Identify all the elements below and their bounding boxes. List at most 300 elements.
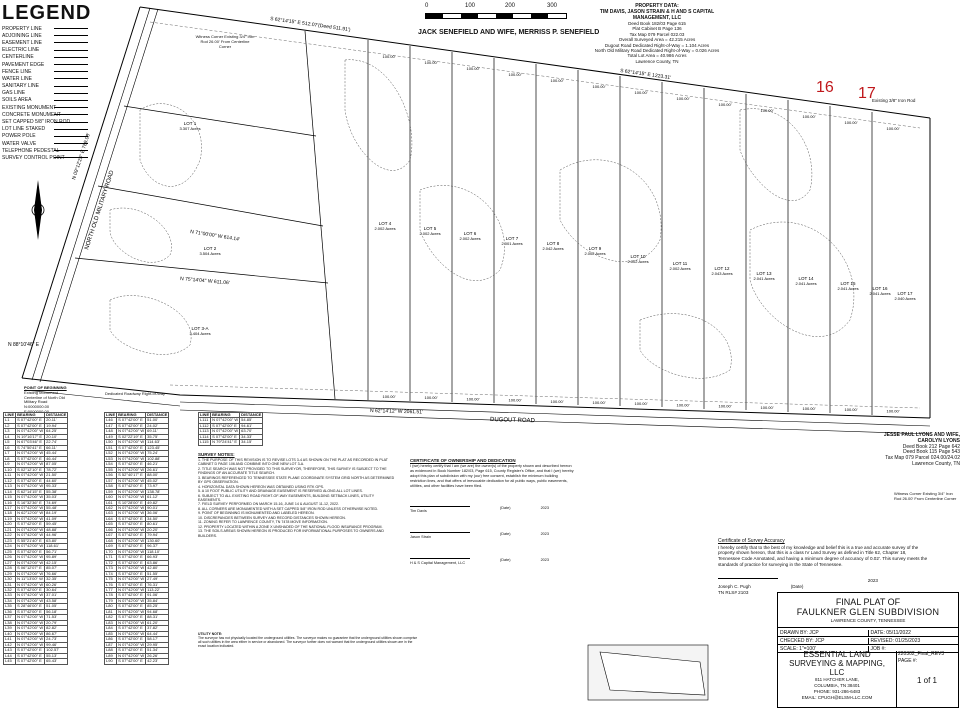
company-phone: PHONE: 931-286-6483	[813, 689, 861, 695]
table-cell: L27	[4, 560, 16, 565]
table-cell: S 16°32'36" E	[16, 500, 45, 505]
table-cell: L82	[105, 615, 117, 620]
table-cell: N 07°42'00" W	[17, 592, 44, 598]
table-cell: N 67°03'46" E	[16, 440, 45, 445]
table-cell: 26.26'	[146, 653, 169, 658]
property-data-heading: PROPERTY DATA:	[635, 3, 679, 9]
table-cell: L22	[4, 533, 16, 538]
setback-line	[170, 385, 920, 408]
owner-name: H & S Capital Management, LLC	[410, 561, 466, 566]
table-cell: L65	[105, 522, 117, 527]
table-cell: L16	[4, 500, 16, 505]
table-cell: L59	[105, 489, 117, 494]
legend-title: LEGEND	[2, 2, 92, 24]
table-cell: S 07°42'00" E	[117, 533, 146, 538]
property-data-line: Plat Cabinet B Page 136	[632, 26, 682, 32]
table-cell: N 07°42'00" W	[17, 428, 44, 434]
legend-label: GAS LINE	[2, 90, 26, 97]
owner-sig-year: 2023	[540, 506, 550, 511]
frontage-label: 100.00'	[550, 398, 564, 404]
frontage-label: 100.00'	[634, 401, 648, 407]
utility-note-heading: UTILITY NOTE:	[198, 632, 223, 636]
property-data-line: Total Lot Area = 40.986 Acres	[627, 53, 687, 59]
table-cell: N 07°42'00" W	[118, 439, 145, 445]
property-data-line: Dugout Road Dedicated Right-of-Way = 1.104 Acres	[604, 42, 710, 48]
adjoiner-east-line: Deed Book 212 Page 642	[902, 443, 960, 450]
frontage-label: 100.00'	[508, 72, 522, 77]
table-cell: N 07°42'00" W	[17, 570, 44, 576]
table-cell: 94.61'	[240, 423, 263, 428]
boundary-west	[22, 7, 140, 378]
table-header-cell: LINE	[5, 412, 15, 417]
scale-label: 300	[547, 3, 558, 9]
table-cell: S 07°42'00" E	[117, 626, 146, 631]
table-cell: L85	[105, 631, 117, 636]
lot-number: LOT 17	[897, 291, 913, 296]
table-cell: S 07°42'00" E	[16, 549, 45, 554]
table-cell: L6	[4, 445, 16, 450]
table-cell: S 07°42'00" E	[16, 648, 45, 653]
legend-label: WATER LINE	[2, 75, 33, 82]
owner-name: Tim Davis	[410, 509, 427, 514]
lot-number: LOT 16	[872, 286, 888, 291]
survey-note: 12. PROPERTY LOCATED WITHIN A ZONE X UNSHADED OF THE NATIONAL FLOOD INSURANCE PROGRAM.	[198, 524, 383, 529]
table-cell: N 07°42'00" W	[118, 652, 145, 658]
lot-line	[98, 186, 323, 226]
legend-label: PROPERTY LINE	[2, 25, 42, 32]
frontage-label: 100.00'	[592, 84, 606, 89]
table-cell: 95.89'	[45, 555, 68, 560]
table-cell: 76.31'	[146, 582, 169, 587]
table-cell: N 07°42'00" W	[118, 428, 145, 434]
legend-label: PAVEMENT EDGE	[2, 61, 45, 68]
revised: REVISED: 01/25/2023	[868, 638, 959, 644]
table-cell: N 07°42'00" W	[17, 554, 44, 560]
property-data-line: Lawrence County, TN	[635, 58, 679, 64]
road-edge	[32, 8, 150, 380]
lot-line	[124, 106, 316, 136]
lot-area: 3.404 Acres	[189, 331, 211, 336]
subdivision-name: FAULKNER GLEN SUBDIVISION	[796, 607, 940, 617]
table-cell: L20	[4, 522, 16, 527]
title-block	[777, 592, 959, 708]
table-cell: 69.11'	[146, 429, 169, 434]
table-cell: 56.71'	[45, 549, 68, 554]
table-cell: 96.37'	[146, 544, 169, 549]
table-cell: L73	[105, 566, 117, 571]
table-cell: 85.07'	[45, 566, 68, 571]
legend-label: POWER POLE	[2, 133, 36, 140]
legend-label: ADJOINING LINE	[2, 32, 42, 39]
survey-note: 5. A 10 FOOT PUBLIC UTILITY AND DRAINAGE EASEMENT IS RESERVED ALONG ALL LOT LINES.	[198, 489, 363, 494]
table-cell: S 07°42'00" E	[16, 659, 45, 664]
frontage-label: 100.00'	[466, 396, 480, 402]
table-cell: S 02°12'10" E	[16, 467, 45, 472]
table-cell: L57	[105, 478, 117, 483]
table-cell: L40	[4, 631, 16, 636]
table-cell: L70	[105, 549, 117, 554]
table-cell: 41.09'	[45, 516, 68, 521]
owner-signature-block	[410, 520, 575, 540]
table-cell: N 07°42'00" W	[118, 526, 145, 532]
table-cell: 66.93'	[146, 555, 169, 560]
dugout-road-edge	[180, 402, 930, 426]
soils-area	[345, 60, 412, 171]
line-table-2	[104, 412, 169, 665]
lot-number: LOT 13	[756, 271, 772, 276]
table-cell: 90.01'	[146, 505, 169, 510]
utility-note-text: The surveyor has not physically located the underground utilities. The surveyor makes no guarantee that the underground utilities shown comprise all such utilities in the area either in service or abandoned. The surveyor further does not warrant that the underground utilities shown are in the exact location indicated.	[198, 636, 418, 649]
lot-number: LOT 11	[672, 261, 688, 266]
frontage-label: 100.00'	[382, 394, 396, 399]
table-cell: L3	[4, 429, 16, 434]
table-cell: 138.78'	[146, 489, 169, 494]
point-of-beginning	[24, 386, 94, 415]
table-cell: L43	[4, 648, 16, 653]
signature-line	[410, 558, 470, 559]
table-cell: L38	[4, 620, 16, 625]
table-cell: L88	[105, 648, 117, 653]
table-cell: L39	[4, 626, 16, 631]
survey-note: 11. ZONING REFER TO LAWRENCE COUNTY, TN 7478 MOVE INFORMATION.	[198, 520, 328, 525]
table-cell: 26.61'	[146, 467, 169, 472]
table-cell: L66	[105, 527, 117, 532]
table-cell: L111	[199, 418, 211, 423]
bearing-label: N 71°00'00" W 614.14'	[189, 229, 241, 243]
checked-by: CHECKED BY: JCP	[780, 637, 825, 644]
surveyor-name: Joseph C. Pugh	[718, 584, 751, 590]
table-cell: N 07°42'00" W	[17, 450, 44, 456]
table-cell: 55.48'	[45, 505, 68, 510]
table-cell: S 06°12'07" E	[16, 566, 45, 571]
frontage-label: 100.00'	[844, 407, 858, 413]
table-cell: N 07°42'00" W	[17, 504, 44, 510]
table-cell: L30	[4, 577, 16, 582]
legend-label: SURVEY CONTROL POINT	[2, 154, 65, 161]
table-header-cell: LINE	[200, 412, 210, 417]
table-row	[199, 440, 263, 445]
lot-area: 2.001 Acres	[501, 241, 523, 246]
table-cell: 118.61'	[45, 544, 68, 549]
soils-area	[560, 160, 661, 262]
company-name-2: SURVEYING & MAPPING,	[789, 658, 885, 668]
table-cell: N 07°42'00" W	[17, 543, 44, 549]
frontage-label: 100.00'	[424, 60, 438, 65]
lot-area: 3.504 Acres	[199, 251, 221, 256]
cert-acc-text: I hereby certify that to the best of my knowledge and belief this is a true and accurate survey of the property shown hereon, that this is a class IV Land Survey as defined in Title 62, Chapter 18, Tennessee Code Annotated, and having a minimum degree of accuracy of 0.02'. This survey meets the standards of practice for surveying in the State of Tennessee.	[718, 544, 928, 568]
table-cell: S 07°42'00" E	[117, 418, 146, 423]
table-cell: S 07°42'00" E	[211, 434, 240, 439]
table-cell: 30.64'	[45, 588, 68, 593]
utility-note	[198, 632, 418, 648]
table-cell: N 07°42'00" W	[17, 597, 44, 603]
table-cell: L55	[105, 467, 117, 472]
owner-sig-year: 2023	[540, 558, 550, 563]
lot-area: 2.002 Acres	[627, 259, 649, 264]
table-cell: 113.22'	[146, 588, 169, 593]
table-cell: N 07°42'00" W	[17, 641, 44, 647]
table-cell: L79	[105, 598, 117, 603]
lot-line	[305, 31, 335, 399]
scale-label: 100	[465, 3, 476, 9]
table-cell: S 07°42'00" E	[117, 445, 146, 450]
table-cell: S 07°42'00" E	[117, 637, 146, 642]
table-cell: L42	[4, 642, 16, 647]
table-cell: L87	[105, 642, 117, 647]
table-cell: N 07°42'00" W	[118, 455, 145, 461]
legend-label: TELEPHONE PEDESTAL	[2, 147, 60, 154]
page-label: PAGE #:	[898, 657, 918, 664]
table-cell: N 07°42'00" W	[17, 581, 44, 587]
lot-area: 2.040 Acres	[894, 296, 916, 301]
owner-sig-date: (Date)	[500, 532, 511, 537]
table-cell: 51.34'	[146, 648, 169, 653]
north-arrow-icon	[32, 180, 44, 240]
frontage-label: 100.00'	[760, 108, 774, 113]
table-cell: L24	[4, 544, 16, 549]
table-cell: L25	[4, 549, 16, 554]
table-cell: N 07°42'00" W	[17, 625, 44, 631]
table-header-cell: BEARING	[211, 413, 240, 418]
boundary-north	[140, 7, 930, 118]
lot-number-highlight: 17	[858, 85, 876, 102]
table-cell: N 07°42'00" W	[118, 597, 145, 603]
adjoiner-east-line: Lawrence County, TN	[912, 460, 960, 467]
lot-area: 3.307 Acres	[179, 126, 201, 131]
table-cell: N 07°42'00" W	[118, 494, 145, 500]
table-cell: N 07°42'00" W	[17, 630, 44, 636]
table-cell: S 07°42'00" E	[117, 582, 146, 587]
table-cell: L31	[4, 582, 16, 587]
job-number: 220302_Final_REV3	[898, 651, 945, 657]
lot-number-highlight: 16	[816, 79, 834, 96]
table-cell: S 28°46'00" E	[16, 604, 45, 609]
table-cell: 63.80'	[45, 538, 68, 543]
table-cell: L5	[4, 440, 16, 445]
table-cell: L112	[199, 423, 211, 428]
table-cell: 64.44'	[146, 631, 169, 636]
table-cell: 59.45'	[45, 522, 68, 527]
property-data-line: Tax Map 079 Parcel 022.03	[629, 31, 685, 37]
table-cell: S 07°42'00" E	[117, 522, 146, 527]
table-cell: 36.06'	[146, 511, 169, 516]
table-cell: N 07°42'00" W	[118, 477, 145, 483]
survey-notes	[198, 452, 398, 538]
table-cell: 63.86'	[146, 560, 169, 565]
soils-area	[110, 296, 191, 355]
table-cell: L51	[105, 445, 117, 450]
table-cell: L7	[4, 451, 16, 456]
table-cell: L75	[105, 577, 117, 582]
table-cell: S 07°42'00" E	[117, 484, 146, 489]
table-cell: L84	[105, 626, 117, 631]
table-cell: N 07°42'00" W	[212, 428, 239, 434]
frontage-label: 100.00'	[466, 66, 480, 71]
table-cell: L53	[105, 456, 117, 461]
table-cell: 20.20'	[146, 527, 169, 532]
table-cell: L89	[105, 653, 117, 658]
table-cell: N 07°42'00" W	[118, 504, 145, 510]
table-cell: 71.53'	[45, 615, 68, 620]
table-cell: L35	[4, 604, 16, 609]
legend-label: SET CAPPED 5/8" IRON ROD	[2, 119, 71, 126]
table-cell: 27.49'	[146, 577, 169, 582]
table-cell: 24.02'	[146, 423, 169, 428]
signature-slot	[410, 494, 470, 514]
table-cell: S 07°42'00" E	[117, 593, 146, 598]
table-cell: L52	[105, 451, 117, 456]
table-cell: N 07°42'00" W	[17, 619, 44, 625]
lot-number: LOT 6	[463, 231, 477, 236]
table-cell: S 07°42'00" E	[211, 423, 240, 428]
table-cell: N 07°42'00" W	[118, 537, 145, 543]
owner-certificate	[410, 458, 575, 566]
table-cell: 55.38'	[45, 489, 68, 494]
table-cell: L76	[105, 582, 117, 587]
adjoiner-north: JACK SENEFIELD AND WIFE, MERRISS P. SENEFIELD	[418, 29, 600, 36]
legend-label: WATER VALVE	[2, 140, 37, 147]
table-cell: L41	[4, 637, 16, 642]
bearing-label: S 62°14'15" E 512.07'(Deed 511.91')	[269, 16, 351, 34]
table-cell: L29	[4, 571, 16, 576]
table-cell: N 07°42'00" W	[212, 417, 239, 423]
table-cell: L58	[105, 484, 117, 489]
pob-line: Existing Monument	[24, 389, 59, 395]
table-cell: L86	[105, 637, 117, 642]
owner-sig-date: (Date)	[500, 558, 511, 563]
table-cell: 78.72'	[45, 467, 68, 472]
table-cell: N 79°24'41" E	[211, 440, 240, 445]
survey-note: 9. POINT OF BEGINNING IS MONUMENTED AND LABELED HEREON.	[198, 511, 315, 516]
lot-number: LOT 4	[378, 221, 392, 226]
table-cell: L54	[105, 462, 117, 467]
table-cell: 49.82'	[146, 500, 169, 505]
table-cell: 43.58'	[45, 598, 68, 603]
table-cell: S 07°42'00" E	[117, 571, 146, 576]
table-cell: L113	[199, 429, 211, 434]
company-name-3: LLC	[829, 667, 845, 677]
table-cell: L46	[105, 418, 117, 423]
lot-number: LOT 15	[840, 281, 856, 286]
frontage-label: 100.00'	[802, 114, 816, 119]
table-cell: N 07°42'00" W	[17, 559, 44, 565]
table-cell: L10	[4, 467, 16, 472]
company-block	[778, 651, 897, 707]
table-header-cell: DISTANCE	[46, 412, 67, 417]
table-cell: 19.94'	[45, 423, 68, 428]
table-cell: N 07°42'00" W	[118, 641, 145, 647]
table-cell: 94.68'	[146, 609, 169, 614]
table-cell: 35.84'	[146, 598, 169, 603]
legend-label: SANITARY LINE	[2, 83, 39, 90]
soils-area	[110, 208, 172, 262]
table-cell: 20.10'	[45, 434, 68, 439]
table-cell: 76.66'	[45, 571, 68, 576]
table-cell: L81	[105, 609, 117, 614]
table-cell: S 07°42'00" E	[117, 560, 146, 565]
frontage-label: 100.00'	[592, 400, 606, 405]
table-cell: L83	[105, 620, 117, 625]
frontage-label: 100.00'	[718, 102, 732, 107]
cert-acc-heading: Certificate of Survey Accuracy	[718, 538, 785, 544]
witness-corner-top: Witness Corner Existing 3/4" Iron Rod 26.00' From Centerline Corner	[195, 34, 255, 49]
table-row	[105, 659, 169, 664]
lot-number: LOT 9	[588, 246, 602, 251]
table-cell: 56.18'	[45, 609, 68, 614]
company-address-2: COLUMBIA, TN 38401	[814, 683, 860, 689]
table-cell: S 62°14'15" E	[16, 489, 45, 494]
lot-number: LOT 1	[183, 121, 197, 126]
lot-area: 2.002 Acres	[669, 266, 691, 271]
table-cell: 51.05'	[45, 604, 68, 609]
lot-area: 2.002 Acres	[374, 226, 396, 231]
survey-note: 6. SUBJECT TO ALL EXISTING ROAD RIGHT-OF-WAY EASEMENTS, BUILDING SETBACK LINES, UTILITY EASEMENTS.	[198, 493, 375, 502]
table-cell: L14	[4, 489, 16, 494]
table-cell: 75.24'	[146, 451, 169, 456]
table-cell: L45	[4, 659, 16, 664]
frontage-label: 100.00'	[676, 96, 690, 101]
owner-name: Jason Strain	[410, 535, 432, 540]
table-cell: L33	[4, 593, 16, 598]
table-cell: L1	[4, 418, 16, 423]
lot-area: 2.002 Acres	[459, 236, 481, 241]
table-cell: L26	[4, 555, 16, 560]
table-cell: 63.70'	[240, 429, 263, 434]
pob-title: POINT OF BEGINNING	[24, 385, 67, 390]
table-cell: L56	[105, 473, 117, 478]
property-data-line: Overall Surveyed Area = 42.215 Acres	[618, 37, 696, 43]
soils-area	[740, 109, 812, 201]
witness-corner: Witness Corner Existing 3/4" Iron Rod 26.00' From Centerline Corner	[894, 491, 957, 501]
table-cell: N 07°42'00" W	[118, 565, 145, 571]
bearing-label: N 75°14'04" W 611.06'	[179, 276, 230, 287]
frontage-label: 100.00'	[676, 402, 690, 408]
table-cell: S 02°22'19" E	[117, 434, 146, 439]
lot-number: LOT 7	[505, 236, 519, 241]
table-cell: L68	[105, 538, 117, 543]
table-cell: 37.82'	[146, 626, 169, 631]
survey-note: 10. DISCREPANCIES BETWEEN SURVEY AND RECORD DISTANCES SHOWN HEREON.	[198, 515, 346, 520]
dedicated-row: Dedicated Roadway Right-of-Way	[104, 391, 166, 396]
legend-label: CONCRETE MONUMENT	[2, 111, 61, 118]
bearing-label: N 09°12'25" E 789.08'	[71, 132, 92, 181]
setback-line	[150, 22, 920, 128]
table-cell: L67	[105, 533, 117, 538]
table-cell: N 11°13'00" W	[17, 576, 43, 582]
table-cell: S 55°21'40" E	[16, 538, 45, 543]
table-cell: N 07°42'00" W	[17, 494, 44, 500]
lot-number: LOT 8	[546, 241, 560, 246]
table-cell: L47	[105, 423, 117, 428]
lot-number: LOT 12	[714, 266, 730, 271]
soils-area	[140, 104, 202, 187]
adjoiner-east	[880, 433, 960, 468]
certificate-accuracy	[718, 538, 928, 596]
table-cell: 42.23'	[146, 659, 169, 664]
owner-sig-date: (Date)	[500, 506, 511, 511]
table-cell: S 07°42'00" E	[16, 522, 45, 527]
table-cell: N 07°42'00" W	[17, 532, 44, 538]
table-cell: L50	[105, 440, 117, 445]
bearing-label: S 62°14'15" E 1223.31'	[619, 68, 672, 82]
table-cell: S 07°42'00" E	[16, 423, 45, 428]
table-cell: S 52°40'17" E	[117, 473, 146, 478]
table-cell: N 07°42'00" W	[118, 608, 145, 614]
owner-sig-year: 2023	[540, 532, 550, 537]
legend-label: LOT LINE STAKED	[2, 126, 46, 133]
table-cell: 51.00'	[146, 418, 169, 423]
table-cell: N 07°42'00" W	[17, 472, 44, 478]
